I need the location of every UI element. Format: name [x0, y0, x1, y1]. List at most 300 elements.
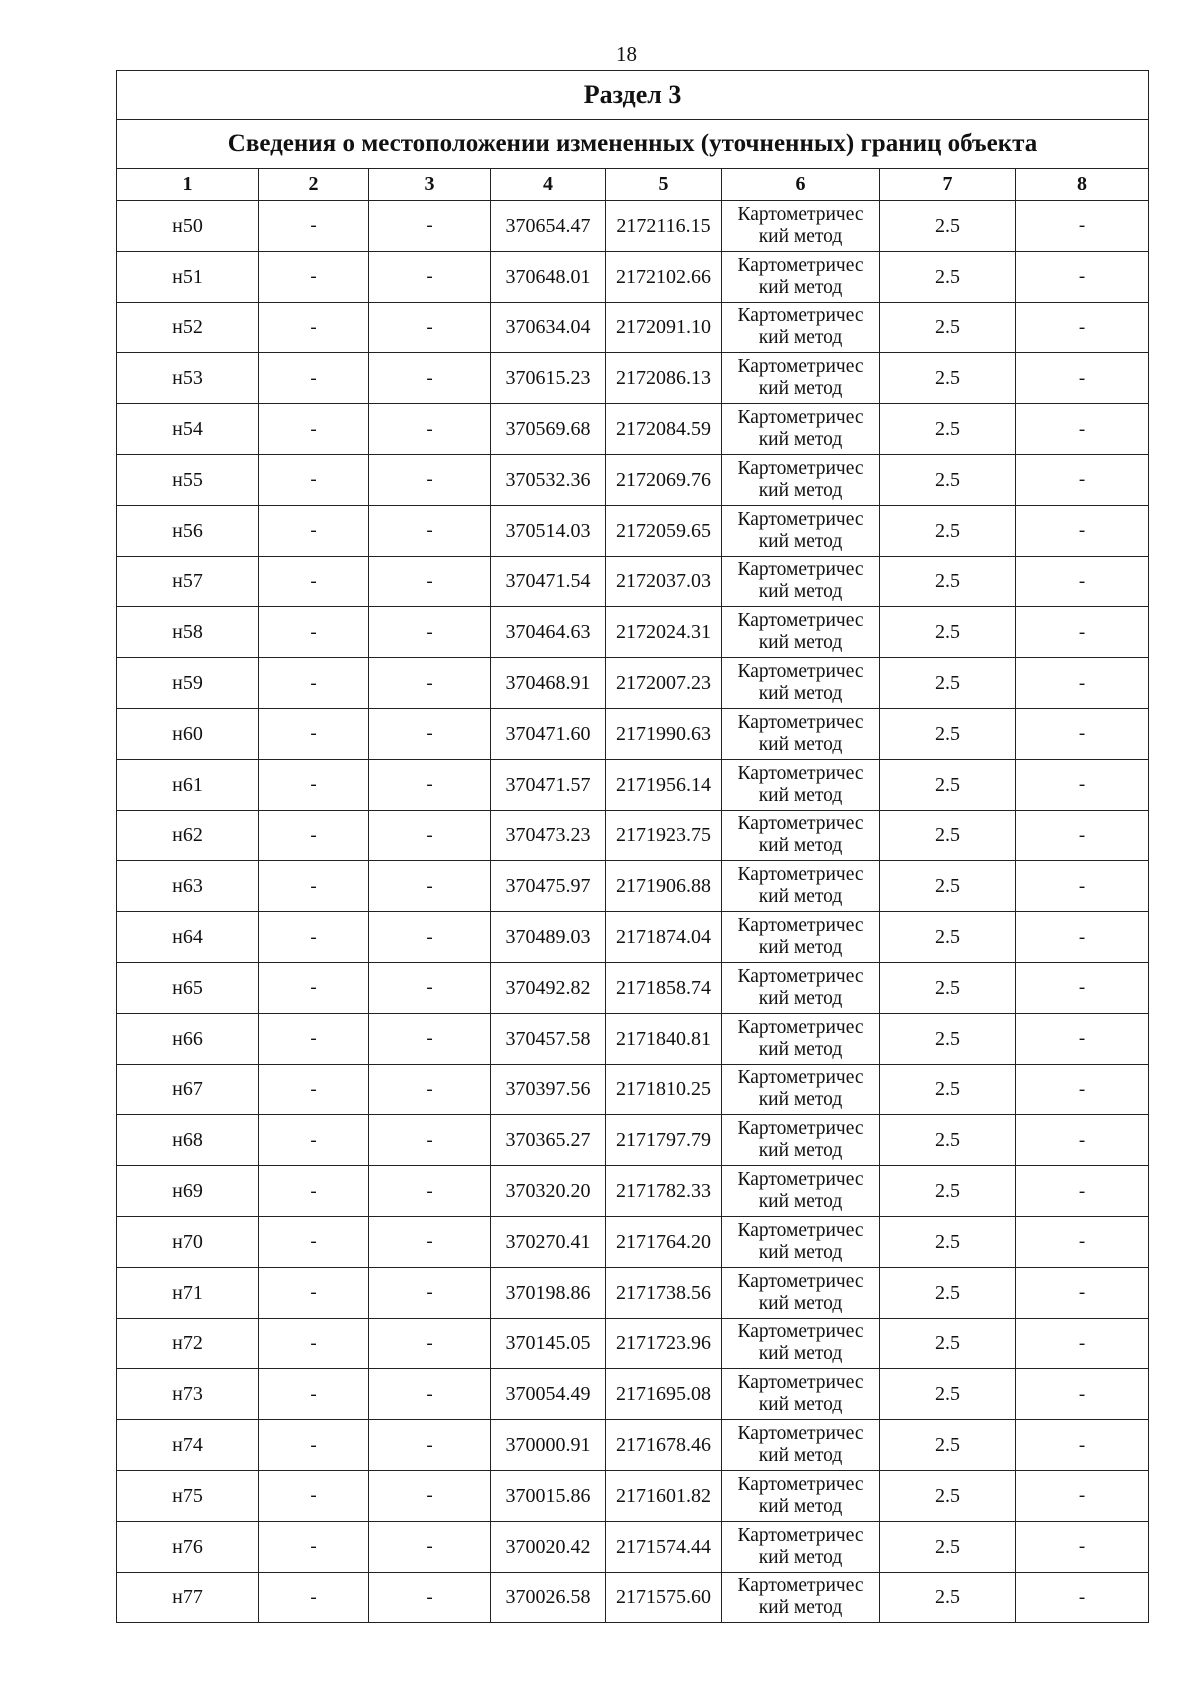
accuracy-cell: 2.5: [880, 1470, 1016, 1521]
method-cell: [722, 1470, 880, 1521]
table-row: [117, 454, 1149, 505]
point-number-cell: н52: [117, 302, 259, 353]
accuracy-cell: 2.5: [880, 810, 1016, 861]
column-8-cell: -: [1016, 708, 1149, 759]
method-line-1: Картометричес: [737, 1067, 864, 1089]
accuracy-cell: 2.5: [880, 1572, 1016, 1623]
method-line-1: Картометричес: [737, 610, 864, 632]
point-number-cell: н62: [117, 810, 259, 861]
point-number-cell: н61: [117, 759, 259, 810]
column-8-cell: -: [1016, 658, 1149, 709]
column-3-cell: -: [369, 505, 491, 556]
method-line-1: Картометричес: [737, 965, 864, 987]
point-number-cell: н73: [117, 1369, 259, 1420]
table-row: [117, 353, 1149, 404]
method-cell: [722, 1115, 880, 1166]
column-2-cell: -: [259, 912, 369, 963]
method-cell: [722, 302, 880, 353]
point-number-cell: н66: [117, 1013, 259, 1064]
column-8-cell: -: [1016, 1115, 1149, 1166]
column-2-cell: -: [259, 962, 369, 1013]
point-number-cell: н54: [117, 404, 259, 455]
x-coordinate-cell: 370015.86: [491, 1470, 606, 1521]
column-number: 3: [369, 169, 491, 201]
column-2-cell: -: [259, 251, 369, 302]
x-coordinate-cell: 370514.03: [491, 505, 606, 556]
point-number-cell: н59: [117, 658, 259, 709]
table-row: [117, 302, 1149, 353]
y-coordinate-cell: 2171840.81: [606, 1013, 722, 1064]
column-8-cell: -: [1016, 1267, 1149, 1318]
column-3-cell: -: [369, 1318, 491, 1369]
table-row: [117, 1267, 1149, 1318]
y-coordinate-cell: 2172024.31: [606, 607, 722, 658]
y-coordinate-cell: 2172059.65: [606, 505, 722, 556]
method-line-2: кий метод: [758, 835, 843, 857]
accuracy-cell: 2.5: [880, 1369, 1016, 1420]
column-8-cell: -: [1016, 1369, 1149, 1420]
method-line-1: Картометричес: [737, 813, 864, 835]
method-line-2: кий метод: [758, 1495, 843, 1517]
x-coordinate-cell: 370489.03: [491, 912, 606, 963]
method-line-1: Картометричес: [737, 407, 864, 429]
point-number-cell: н60: [117, 708, 259, 759]
method-cell: [722, 1216, 880, 1267]
method-line-2: кий метод: [758, 225, 843, 247]
table-row: [117, 1064, 1149, 1115]
table-row: [117, 1318, 1149, 1369]
y-coordinate-cell: 2172116.15: [606, 201, 722, 252]
column-8-cell: -: [1016, 962, 1149, 1013]
method-cell: [722, 1369, 880, 1420]
y-coordinate-cell: 2172102.66: [606, 251, 722, 302]
table-row: [117, 1369, 1149, 1420]
method-cell: [722, 861, 880, 912]
y-coordinate-cell: 2171990.63: [606, 708, 722, 759]
y-coordinate-cell: 2171810.25: [606, 1064, 722, 1115]
table-row: [117, 1420, 1149, 1471]
method-cell: [722, 810, 880, 861]
accuracy-cell: 2.5: [880, 912, 1016, 963]
method-line-1: Картометричес: [737, 1321, 864, 1343]
column-2-cell: -: [259, 1064, 369, 1115]
column-2-cell: -: [259, 1166, 369, 1217]
column-3-cell: -: [369, 1521, 491, 1572]
method-cell: [722, 1267, 880, 1318]
point-number-cell: н76: [117, 1521, 259, 1572]
x-coordinate-cell: 370054.49: [491, 1369, 606, 1420]
method-line-1: Картометричес: [737, 1372, 864, 1394]
method-line-2: кий метод: [758, 886, 843, 908]
column-3-cell: -: [369, 454, 491, 505]
method-line-2: кий метод: [758, 683, 843, 705]
method-line-2: кий метод: [758, 1445, 843, 1467]
method-line-1: Картометричес: [737, 1219, 864, 1241]
method-line-1: Картометричес: [737, 1118, 864, 1140]
column-8-cell: -: [1016, 302, 1149, 353]
method-line-2: кий метод: [758, 378, 843, 400]
column-8-cell: -: [1016, 1572, 1149, 1623]
x-coordinate-cell: 370654.47: [491, 201, 606, 252]
column-8-cell: -: [1016, 759, 1149, 810]
table-caption: Сведения о местоположении измененных (уточненных) границ объекта: [117, 120, 1149, 169]
column-8-cell: -: [1016, 861, 1149, 912]
column-3-cell: -: [369, 353, 491, 404]
y-coordinate-cell: 2171574.44: [606, 1521, 722, 1572]
x-coordinate-cell: 370473.23: [491, 810, 606, 861]
accuracy-cell: 2.5: [880, 1420, 1016, 1471]
x-coordinate-cell: 370320.20: [491, 1166, 606, 1217]
y-coordinate-cell: 2171956.14: [606, 759, 722, 810]
accuracy-cell: 2.5: [880, 1064, 1016, 1115]
x-coordinate-cell: 370026.58: [491, 1572, 606, 1623]
column-8-cell: -: [1016, 251, 1149, 302]
method-line-2: кий метод: [758, 1140, 843, 1162]
column-8-cell: -: [1016, 1013, 1149, 1064]
column-2-cell: -: [259, 302, 369, 353]
x-coordinate-cell: 370569.68: [491, 404, 606, 455]
table-row: [117, 505, 1149, 556]
column-8-cell: -: [1016, 1420, 1149, 1471]
method-cell: [722, 1521, 880, 1572]
x-coordinate-cell: 370464.63: [491, 607, 606, 658]
x-coordinate-cell: 370000.91: [491, 1420, 606, 1471]
table-row: [117, 1216, 1149, 1267]
method-line-2: кий метод: [758, 1343, 843, 1365]
column-3-cell: -: [369, 251, 491, 302]
method-cell: [722, 1420, 880, 1471]
method-line-1: Картометричес: [737, 508, 864, 530]
y-coordinate-cell: 2171874.04: [606, 912, 722, 963]
y-coordinate-cell: 2171738.56: [606, 1267, 722, 1318]
method-line-2: кий метод: [758, 479, 843, 501]
accuracy-cell: 2.5: [880, 353, 1016, 404]
table-row: [117, 658, 1149, 709]
column-2-cell: -: [259, 1216, 369, 1267]
y-coordinate-cell: 2171858.74: [606, 962, 722, 1013]
y-coordinate-cell: 2171723.96: [606, 1318, 722, 1369]
method-line-1: Картометричес: [737, 915, 864, 937]
y-coordinate-cell: 2171797.79: [606, 1115, 722, 1166]
method-line-1: Картометричес: [737, 559, 864, 581]
y-coordinate-cell: 2172086.13: [606, 353, 722, 404]
column-3-cell: -: [369, 1420, 491, 1471]
table-row: [117, 1115, 1149, 1166]
column-2-cell: -: [259, 1572, 369, 1623]
method-line-2: кий метод: [758, 429, 843, 451]
y-coordinate-cell: 2171695.08: [606, 1369, 722, 1420]
point-number-cell: н57: [117, 556, 259, 607]
column-2-cell: -: [259, 1267, 369, 1318]
column-3-cell: -: [369, 658, 491, 709]
column-8-cell: -: [1016, 201, 1149, 252]
table-row: [117, 759, 1149, 810]
method-cell: [722, 454, 880, 505]
point-number-cell: н65: [117, 962, 259, 1013]
method-line-1: Картометричес: [737, 864, 864, 886]
method-line-1: Картометричес: [737, 1575, 864, 1597]
table-row: [117, 1521, 1149, 1572]
method-cell: [722, 1166, 880, 1217]
column-3-cell: -: [369, 1267, 491, 1318]
method-line-1: Картометричес: [737, 1016, 864, 1038]
method-cell: [722, 505, 880, 556]
column-2-cell: -: [259, 353, 369, 404]
column-2-cell: -: [259, 759, 369, 810]
column-2-cell: -: [259, 1013, 369, 1064]
column-8-cell: -: [1016, 1166, 1149, 1217]
table-row: [117, 861, 1149, 912]
point-number-cell: н67: [117, 1064, 259, 1115]
column-3-cell: -: [369, 556, 491, 607]
accuracy-cell: 2.5: [880, 1521, 1016, 1572]
column-3-cell: -: [369, 861, 491, 912]
method-cell: [722, 353, 880, 404]
x-coordinate-cell: 370634.04: [491, 302, 606, 353]
column-3-cell: -: [369, 201, 491, 252]
column-8-cell: -: [1016, 1521, 1149, 1572]
method-line-1: Картометричес: [737, 711, 864, 733]
column-3-cell: -: [369, 962, 491, 1013]
method-line-2: кий метод: [758, 632, 843, 654]
section-title: Раздел 3: [117, 71, 1149, 120]
x-coordinate-cell: 370270.41: [491, 1216, 606, 1267]
column-3-cell: -: [369, 1064, 491, 1115]
column-number: 6: [722, 169, 880, 201]
column-2-cell: -: [259, 658, 369, 709]
accuracy-cell: 2.5: [880, 607, 1016, 658]
x-coordinate-cell: 370020.42: [491, 1521, 606, 1572]
column-number: 1: [117, 169, 259, 201]
method-line-1: Картометричес: [737, 1169, 864, 1191]
column-2-cell: -: [259, 1115, 369, 1166]
method-cell: [722, 708, 880, 759]
column-number: 4: [491, 169, 606, 201]
y-coordinate-cell: 2172037.03: [606, 556, 722, 607]
column-3-cell: -: [369, 1115, 491, 1166]
column-3-cell: -: [369, 912, 491, 963]
x-coordinate-cell: 370471.54: [491, 556, 606, 607]
method-cell: [722, 962, 880, 1013]
table-body: [117, 201, 1149, 1623]
column-8-cell: -: [1016, 912, 1149, 963]
column-2-cell: -: [259, 1369, 369, 1420]
method-cell: [722, 1064, 880, 1115]
y-coordinate-cell: 2171678.46: [606, 1420, 722, 1471]
accuracy-cell: 2.5: [880, 302, 1016, 353]
x-coordinate-cell: 370198.86: [491, 1267, 606, 1318]
table-row: [117, 1166, 1149, 1217]
method-line-1: Картометричес: [737, 762, 864, 784]
method-line-2: кий метод: [758, 1546, 843, 1568]
point-number-cell: н50: [117, 201, 259, 252]
table-row: [117, 1470, 1149, 1521]
x-coordinate-cell: 370532.36: [491, 454, 606, 505]
method-cell: [722, 201, 880, 252]
method-line-2: кий метод: [758, 327, 843, 349]
x-coordinate-cell: 370615.23: [491, 353, 606, 404]
y-coordinate-cell: 2172091.10: [606, 302, 722, 353]
method-line-1: Картометричес: [737, 203, 864, 225]
column-number: 7: [880, 169, 1016, 201]
y-coordinate-cell: 2172084.59: [606, 404, 722, 455]
column-2-cell: -: [259, 607, 369, 658]
column-3-cell: -: [369, 302, 491, 353]
column-3-cell: -: [369, 1013, 491, 1064]
table-row: [117, 1572, 1149, 1623]
column-3-cell: -: [369, 759, 491, 810]
column-8-cell: -: [1016, 1064, 1149, 1115]
column-2-cell: -: [259, 454, 369, 505]
point-number-cell: н72: [117, 1318, 259, 1369]
column-8-cell: -: [1016, 404, 1149, 455]
method-line-1: Картометричес: [737, 457, 864, 479]
method-cell: [722, 658, 880, 709]
method-line-2: кий метод: [758, 276, 843, 298]
x-coordinate-cell: 370475.97: [491, 861, 606, 912]
column-2-cell: -: [259, 201, 369, 252]
column-number: 8: [1016, 169, 1149, 201]
point-number-cell: н74: [117, 1420, 259, 1471]
table-row: [117, 708, 1149, 759]
table-row: [117, 556, 1149, 607]
method-cell: [722, 759, 880, 810]
column-8-cell: -: [1016, 1470, 1149, 1521]
column-2-cell: -: [259, 708, 369, 759]
method-line-2: кий метод: [758, 1292, 843, 1314]
point-number-cell: н69: [117, 1166, 259, 1217]
accuracy-cell: 2.5: [880, 962, 1016, 1013]
column-3-cell: -: [369, 708, 491, 759]
method-line-1: Картометричес: [737, 356, 864, 378]
column-3-cell: -: [369, 1369, 491, 1420]
column-8-cell: -: [1016, 1216, 1149, 1267]
point-number-cell: н68: [117, 1115, 259, 1166]
method-cell: [722, 404, 880, 455]
accuracy-cell: 2.5: [880, 1318, 1016, 1369]
column-8-cell: -: [1016, 607, 1149, 658]
accuracy-cell: 2.5: [880, 861, 1016, 912]
method-line-1: Картометричес: [737, 254, 864, 276]
y-coordinate-cell: 2171923.75: [606, 810, 722, 861]
column-3-cell: -: [369, 1470, 491, 1521]
point-number-cell: н55: [117, 454, 259, 505]
column-8-cell: -: [1016, 505, 1149, 556]
column-3-cell: -: [369, 404, 491, 455]
method-line-2: кий метод: [758, 530, 843, 552]
column-2-cell: -: [259, 1318, 369, 1369]
x-coordinate-cell: 370648.01: [491, 251, 606, 302]
column-3-cell: -: [369, 810, 491, 861]
method-line-2: кий метод: [758, 987, 843, 1009]
method-cell: [722, 1572, 880, 1623]
method-line-1: Картометричес: [737, 305, 864, 327]
column-2-cell: -: [259, 861, 369, 912]
y-coordinate-cell: 2171575.60: [606, 1572, 722, 1623]
table-row: [117, 962, 1149, 1013]
point-number-cell: н64: [117, 912, 259, 963]
x-coordinate-cell: 370457.58: [491, 1013, 606, 1064]
method-line-1: Картометричес: [737, 1473, 864, 1495]
x-coordinate-cell: 370397.56: [491, 1064, 606, 1115]
table-row: [117, 1013, 1149, 1064]
method-line-1: Картометричес: [737, 1423, 864, 1445]
accuracy-cell: 2.5: [880, 1013, 1016, 1064]
table-row: [117, 607, 1149, 658]
table-row: [117, 404, 1149, 455]
accuracy-cell: 2.5: [880, 201, 1016, 252]
method-line-2: кий метод: [758, 1241, 843, 1263]
page-number: 18: [616, 42, 637, 66]
x-coordinate-cell: 370471.57: [491, 759, 606, 810]
method-cell: [722, 607, 880, 658]
point-number-cell: н70: [117, 1216, 259, 1267]
accuracy-cell: 2.5: [880, 1115, 1016, 1166]
column-2-cell: -: [259, 404, 369, 455]
table-row: [117, 912, 1149, 963]
accuracy-cell: 2.5: [880, 1166, 1016, 1217]
y-coordinate-cell: 2172069.76: [606, 454, 722, 505]
column-3-cell: -: [369, 1216, 491, 1267]
point-number-cell: н71: [117, 1267, 259, 1318]
y-coordinate-cell: 2171906.88: [606, 861, 722, 912]
column-2-cell: -: [259, 1420, 369, 1471]
accuracy-cell: 2.5: [880, 251, 1016, 302]
column-8-cell: -: [1016, 556, 1149, 607]
accuracy-cell: 2.5: [880, 1267, 1016, 1318]
accuracy-cell: 2.5: [880, 1216, 1016, 1267]
method-cell: [722, 1013, 880, 1064]
boundary-coordinates-table: [116, 70, 1149, 1623]
accuracy-cell: 2.5: [880, 759, 1016, 810]
column-8-cell: -: [1016, 810, 1149, 861]
method-cell: [722, 912, 880, 963]
x-coordinate-cell: 370471.60: [491, 708, 606, 759]
column-3-cell: -: [369, 1166, 491, 1217]
method-line-2: кий метод: [758, 1191, 843, 1213]
table-row: [117, 251, 1149, 302]
method-line-2: кий метод: [758, 581, 843, 603]
column-number: 2: [259, 169, 369, 201]
method-line-2: кий метод: [758, 937, 843, 959]
column-2-cell: -: [259, 505, 369, 556]
column-3-cell: -: [369, 1572, 491, 1623]
column-number-row: [117, 169, 1149, 201]
point-number-cell: н53: [117, 353, 259, 404]
y-coordinate-cell: 2171764.20: [606, 1216, 722, 1267]
method-line-1: Картометричес: [737, 661, 864, 683]
column-8-cell: -: [1016, 1318, 1149, 1369]
x-coordinate-cell: 370468.91: [491, 658, 606, 709]
method-cell: [722, 1318, 880, 1369]
y-coordinate-cell: 2172007.23: [606, 658, 722, 709]
method-line-2: кий метод: [758, 1597, 843, 1619]
accuracy-cell: 2.5: [880, 404, 1016, 455]
x-coordinate-cell: 370145.05: [491, 1318, 606, 1369]
point-number-cell: н51: [117, 251, 259, 302]
column-8-cell: -: [1016, 454, 1149, 505]
point-number-cell: н77: [117, 1572, 259, 1623]
column-8-cell: -: [1016, 353, 1149, 404]
accuracy-cell: 2.5: [880, 708, 1016, 759]
method-line-2: кий метод: [758, 733, 843, 755]
column-2-cell: -: [259, 1521, 369, 1572]
accuracy-cell: 2.5: [880, 658, 1016, 709]
point-number-cell: н56: [117, 505, 259, 556]
column-number: 5: [606, 169, 722, 201]
method-line-1: Картометричес: [737, 1524, 864, 1546]
x-coordinate-cell: 370365.27: [491, 1115, 606, 1166]
